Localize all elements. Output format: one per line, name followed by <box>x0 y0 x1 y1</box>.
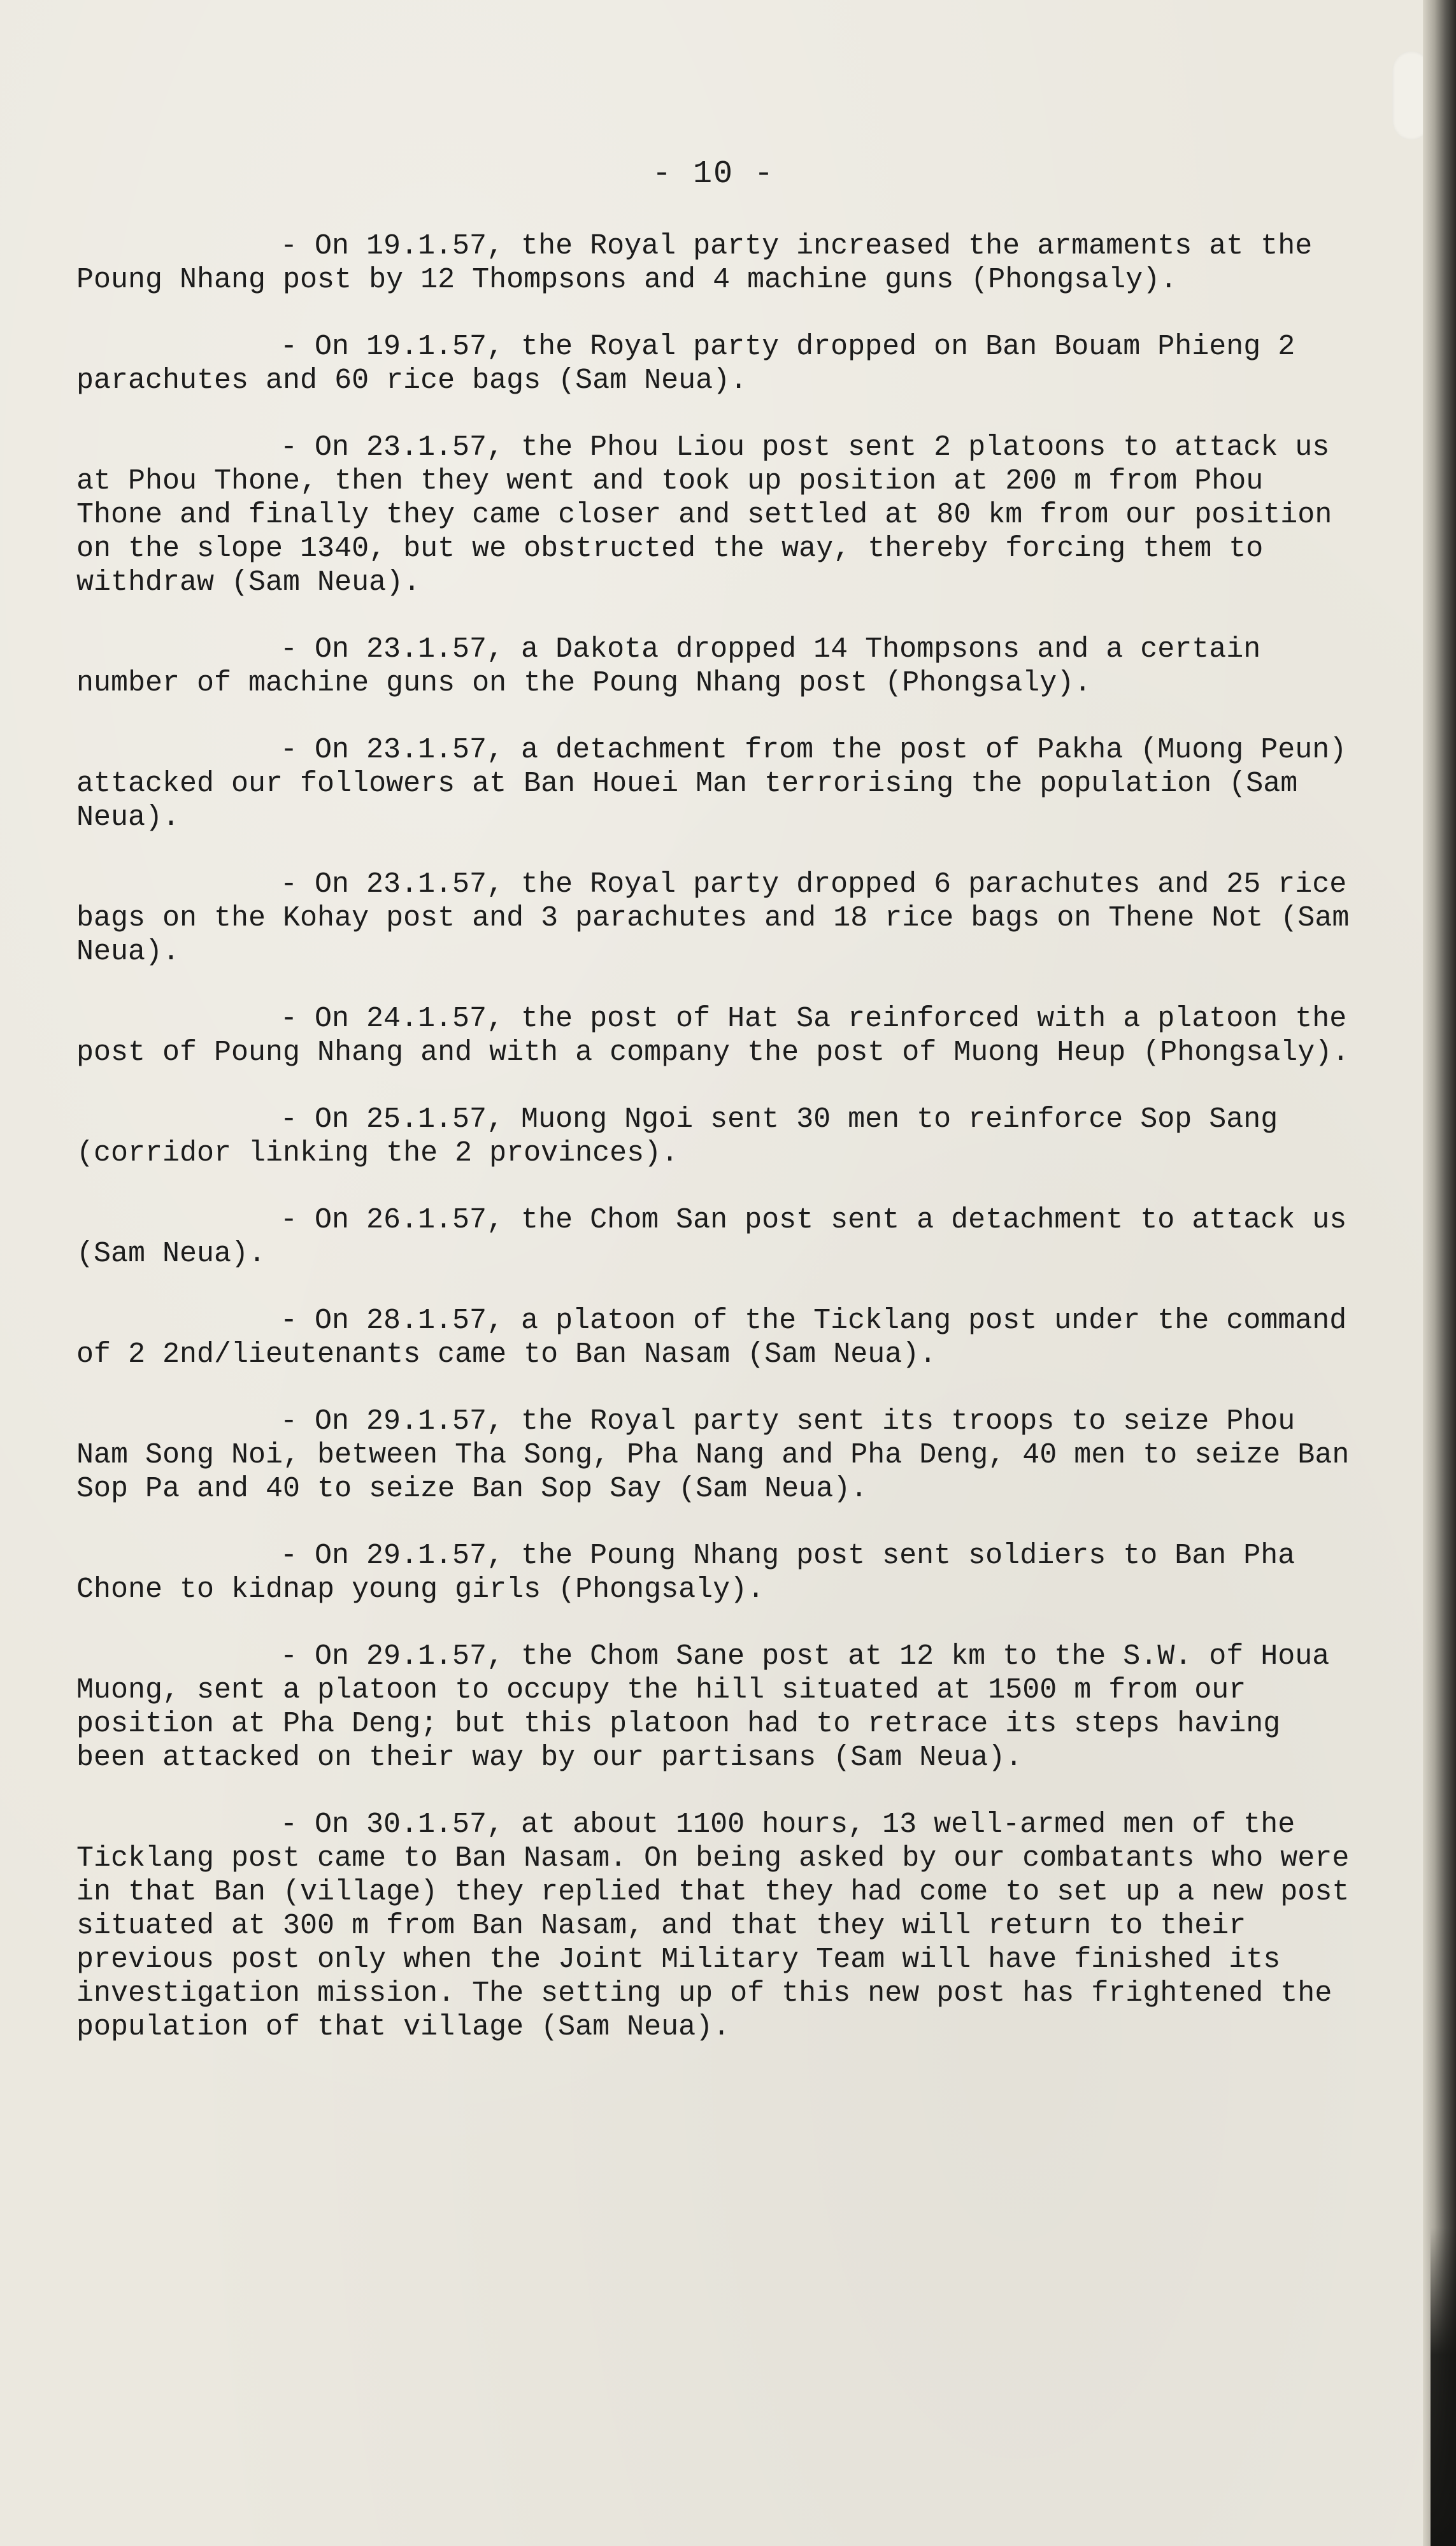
paragraph-10: - On 28.1.57, a platoon of the Ticklang post under the command of 2 2nd/lieutenants came to Ban Nasam (Sam Neua). <box>76 1305 1347 1371</box>
paragraph-5: - On 23.1.57, a detachment from the post of Pakha (Muong Peun) attacked our followers at Ban Houei Man terrorising the population (Sam Neua). <box>76 734 1347 834</box>
paragraph-12: - On 29.1.57, the Poung Nhang post sent soldiers to Ban Pha Chone to kidnap young girls (Phongsaly). <box>76 1540 1295 1606</box>
paragraph-1: - On 19.1.57, the Royal party increased the armaments at the Poung Nhang post by 12 Thompsons and 4 machine guns (Phongsaly). <box>76 230 1313 296</box>
page-number: - 10 - <box>652 156 775 192</box>
paragraph-7: - On 24.1.57, the post of Hat Sa reinforced with a platoon the post of Poung Nhang and with a company the post of Muong Heup (Phongsaly). <box>76 1003 1350 1069</box>
paragraph-13: - On 29.1.57, the Chom Sane post at 12 km to the S.W. of Houa Muong, sent a platoon to occupy the hill situated at 1500 m from our position at Pha Deng; but this platoon had to retrace its steps having been attacked on their way by our partisans (Sam Neua). <box>76 1640 1330 1774</box>
paragraph-3: - On 23.1.57, the Phou Liou post sent 2 platoons to attack us at Phou Thone, then they went and took up position at 200 m from Phou Thone and finally they came closer and settled at 80 km from our position on the slope 1340, but we obstructed the way, thereby forcing them to withdraw (Sam Neua). <box>76 431 1332 599</box>
paragraph-8: - On 25.1.57, Muong Ngoi sent 30 men to reinforce Sop Sang (corridor linking the 2 provinces). <box>76 1103 1278 1169</box>
paragraph-4: - On 23.1.57, a Dakota dropped 14 Thompsons and a certain number of machine guns on the Poung Nhang post (Phongsaly). <box>76 633 1261 699</box>
paragraph-6: - On 23.1.57, the Royal party dropped 6 parachutes and 25 rice bags on the Kohay post and 3 parachutes and 18 rice bags on Thene Not (Sam Neua). <box>76 868 1350 968</box>
paragraph-2: - On 19.1.57, the Royal party dropped on Ban Bouam Phieng 2 parachutes and 60 rice bags (Sam Neua). <box>76 331 1295 397</box>
page-edge-dark <box>1431 2228 1456 2546</box>
document-body <box>76 229 1357 2077</box>
paragraph-14: - On 30.1.57, at about 1100 hours, 13 well-armed men of the Ticklang post came to Ban Nasam. On being asked by our combatants who were in that Ban (village) they replied that they had come to set up a new post situated at 300 m from Ban Nasam, and that they will return to their previous post only when the Joint Military Team will have finished its investigation mission. The setting up of this new post has frightened the population of that village (Sam Neua). <box>76 1808 1350 2043</box>
paragraph-11: - On 29.1.57, the Royal party sent its troops to seize Phou Nam Song Noi, between Tha Song, Pha Nang and Pha Deng, 40 men to seize Ban Sop Pa and 40 to seize Ban Sop Say (Sam Neua). <box>76 1405 1350 1505</box>
paragraph-9: - On 26.1.57, the Chom San post sent a detachment to attack us (Sam Neua). <box>76 1204 1347 1270</box>
page-edge-shadow <box>1423 0 1456 2546</box>
